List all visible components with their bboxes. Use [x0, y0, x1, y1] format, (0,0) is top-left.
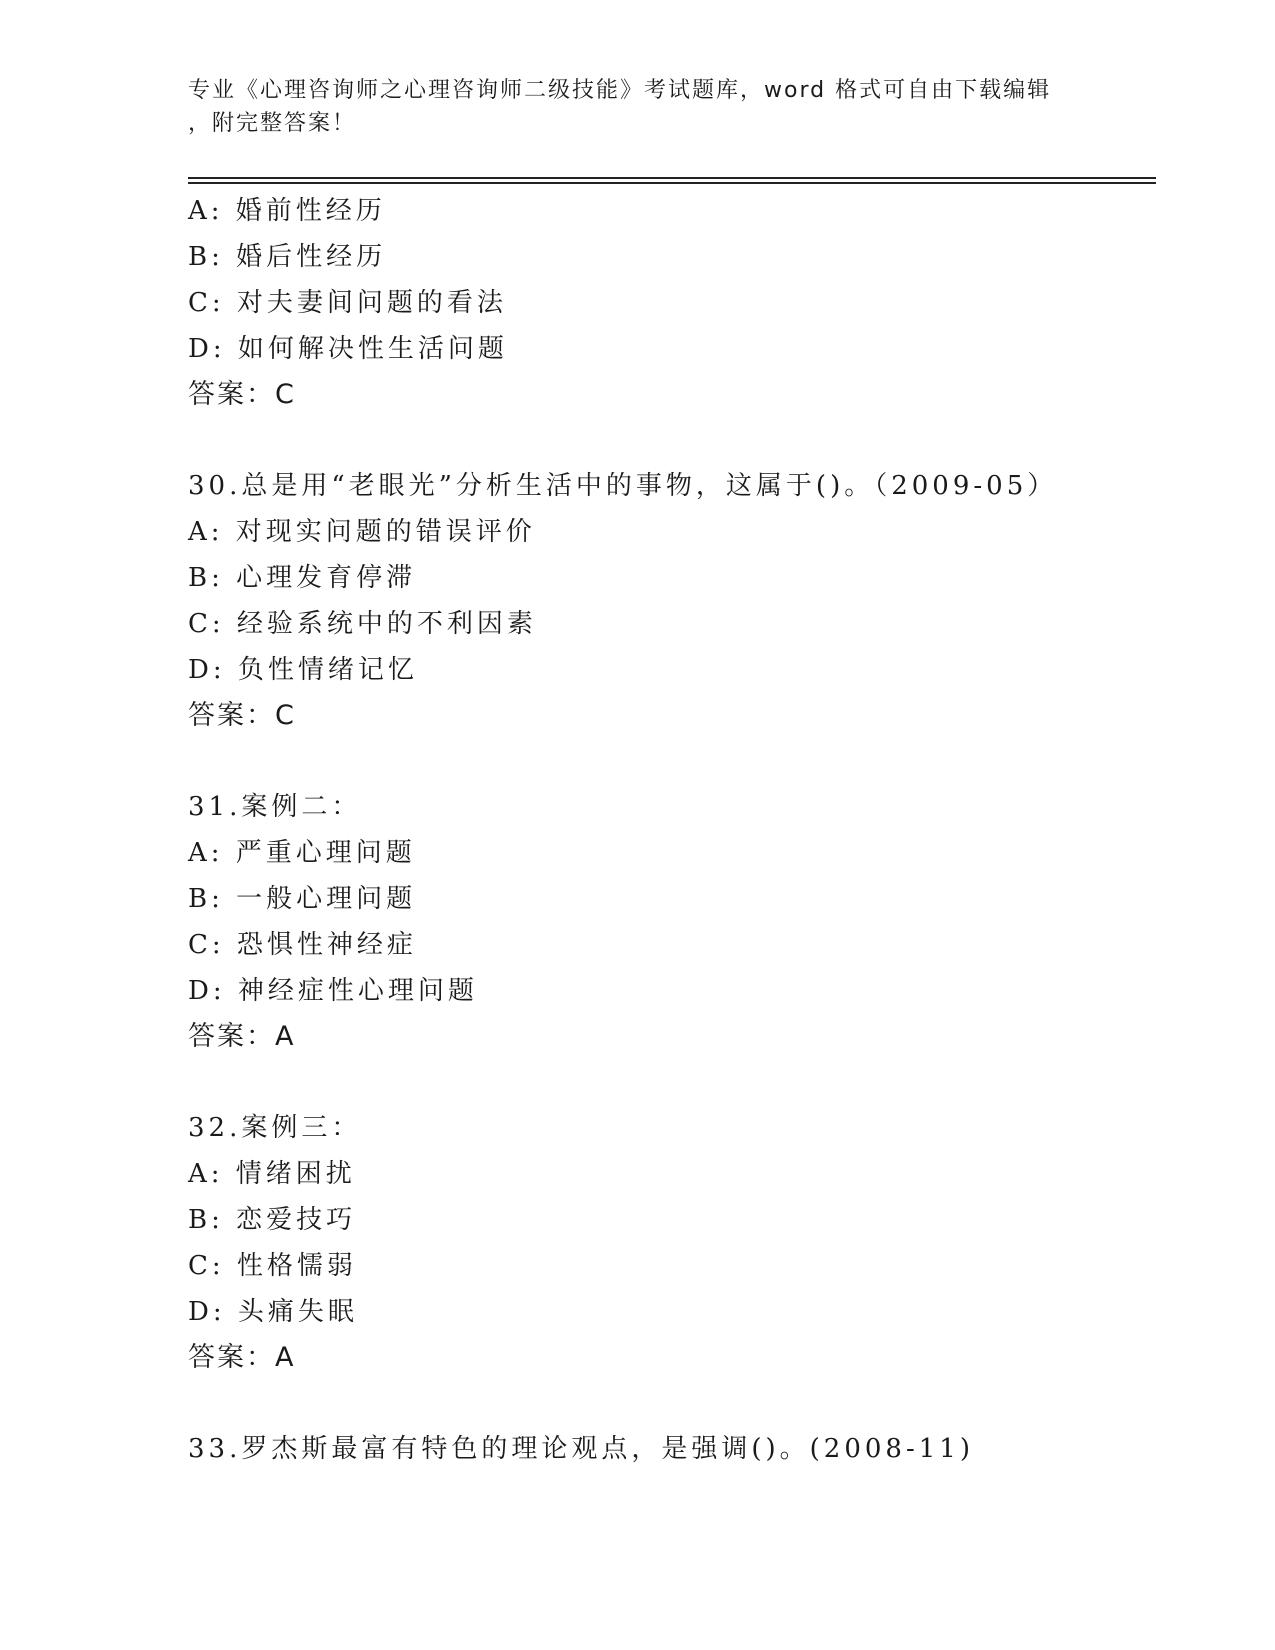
answer-line: 答案：C: [188, 700, 296, 731]
option-c: C: 恐惧性神经症: [188, 930, 417, 960]
header-line-2: ，附完整答案！: [188, 111, 357, 136]
option-a: A: 对现实问题的错误评价: [188, 517, 536, 547]
question-stem: 33.罗杰斯最富有特色的理论观点，是强调()。(2008-11): [188, 1434, 974, 1464]
header-divider-top: [188, 177, 1156, 179]
question-block-30: [188, 463, 1156, 739]
question-stem: 31.案例二：: [188, 792, 362, 822]
header-line-1: 专业《心理咨询师之心理咨询师二级技能》考试题库，word 格式可自由下载编辑: [188, 78, 1052, 103]
header-divider-bottom: [188, 182, 1156, 184]
answer-line: 答案：A: [188, 1342, 296, 1373]
option-b: B: 心理发育停滞: [188, 563, 417, 593]
question-block-33: [188, 1426, 1156, 1472]
question-block-32: [188, 1105, 1156, 1381]
option-d: D: 负性情绪记忆: [188, 655, 418, 685]
question-list: [188, 188, 1156, 1517]
option-c: C: 经验系统中的不利因素: [188, 609, 537, 639]
answer-line: 答案：C: [188, 379, 296, 410]
question-stem: 32.案例三：: [188, 1113, 362, 1143]
option-a: A: 婚前性经历: [188, 196, 386, 226]
option-d: D: 头痛失眠: [188, 1297, 358, 1327]
document-header: [188, 74, 1068, 140]
option-d: D: 神经症性心理问题: [188, 976, 478, 1006]
option-d: D: 如何解决性生活问题: [188, 334, 508, 364]
option-b: B: 恋爱技巧: [188, 1205, 357, 1235]
question-stem: 30.总是用“老眼光”分析生活中的事物，这属于()。（2009-05）: [188, 471, 1058, 501]
option-b: B: 婚后性经历: [188, 242, 387, 272]
option-b: B: 一般心理问题: [188, 884, 417, 914]
option-a: A: 严重心理问题: [188, 838, 416, 868]
answer-line: 答案：A: [188, 1021, 296, 1052]
option-a: A: 情绪困扰: [188, 1159, 356, 1189]
option-c: C: 性格懦弱: [188, 1251, 357, 1281]
option-c: C: 对夫妻间问题的看法: [188, 288, 507, 318]
question-block-31: [188, 784, 1156, 1060]
question-block-29: [188, 188, 1156, 418]
